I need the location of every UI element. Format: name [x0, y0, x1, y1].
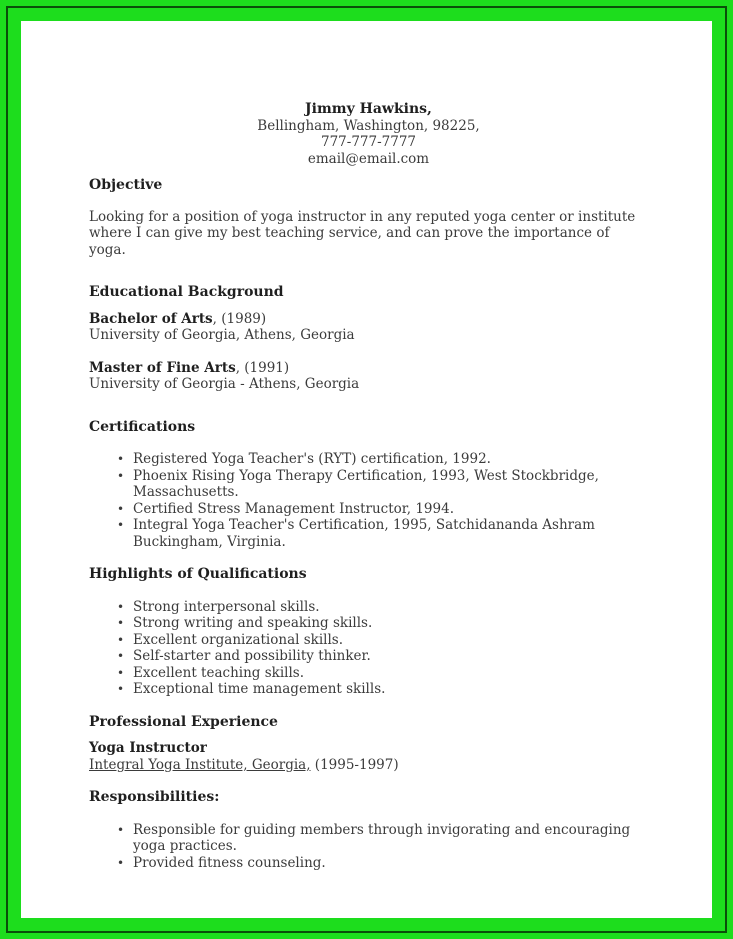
- candidate-email: email@email.com: [307, 150, 430, 167]
- resume-page: [21, 21, 712, 918]
- objective-text: Looking for a position of yoga instructor in any reputed yoga center or institute where I can give my best teaching service, and can prove the importance of yoga.: [89, 208, 636, 258]
- candidate-address: Bellingham, Washington, 98225,: [257, 117, 480, 134]
- resume-content: [21, 21, 712, 871]
- section-title-experience: Professional Experience: [89, 713, 278, 730]
- degree-school: University of Georgia - Athens, Georgia: [89, 376, 360, 392]
- employer-link[interactable]: Integral Yoga Institute, Georgia,: [89, 756, 311, 773]
- list-item: • Strong interpersonal skills.: [133, 599, 648, 616]
- degree-line: [89, 311, 648, 328]
- section-title-objective: Objective: [89, 177, 163, 193]
- section-title-education: Educational Background: [89, 284, 284, 300]
- degree-name: Master of Fine Arts: [89, 359, 236, 376]
- list-item: • Exceptional time management skills.: [133, 681, 648, 698]
- list-item: • Excellent teaching skills.: [133, 665, 648, 682]
- list-item: • Self-starter and possibility thinker.: [133, 648, 648, 665]
- degree-year: , (1991): [235, 359, 290, 376]
- job-title: Yoga Instructor: [89, 740, 207, 756]
- responsibilities-list: [89, 822, 648, 872]
- candidate-phone: 777-777-7777: [320, 134, 416, 150]
- degree-year: , (1989): [212, 310, 267, 327]
- list-item: • Certified Stress Management Instructor, 1994.: [133, 501, 648, 518]
- section-title-responsibilities: Responsibilities:: [89, 789, 220, 805]
- degree-name: Bachelor of Arts: [89, 310, 213, 327]
- list-item: • Excellent organizational skills.: [133, 632, 648, 649]
- list-item: • Integral Yoga Teacher's Certification, 1995, Satchidananda Ashram Buckingham, Virginia.: [133, 517, 648, 550]
- candidate-name: Jimmy Hawkins,: [305, 101, 432, 117]
- certifications-list: [89, 451, 648, 550]
- employer-line: [89, 757, 648, 774]
- list-item: • Phoenix Rising Yoga Therapy Certification, 1993, West Stockbridge, Massachusetts.: [133, 468, 648, 501]
- degree-line: [89, 360, 648, 377]
- degree-school: University of Georgia, Athens, Georgia: [89, 327, 355, 343]
- list-item: • Strong writing and speaking skills.: [133, 615, 648, 632]
- section-title-certifications: Certifications: [89, 418, 196, 435]
- list-item: • Provided fitness counseling.: [133, 855, 648, 872]
- list-item: • Registered Yoga Teacher's (RYT) certification, 1992.: [133, 451, 648, 468]
- highlights-list: [89, 599, 648, 698]
- list-item: • Responsible for guiding members through invigorating and encouraging yoga practices.: [133, 822, 648, 855]
- contact-header: [89, 101, 648, 167]
- employment-dates: (1995-1997): [310, 756, 399, 773]
- section-title-highlights: Highlights of Qualifications: [89, 566, 307, 582]
